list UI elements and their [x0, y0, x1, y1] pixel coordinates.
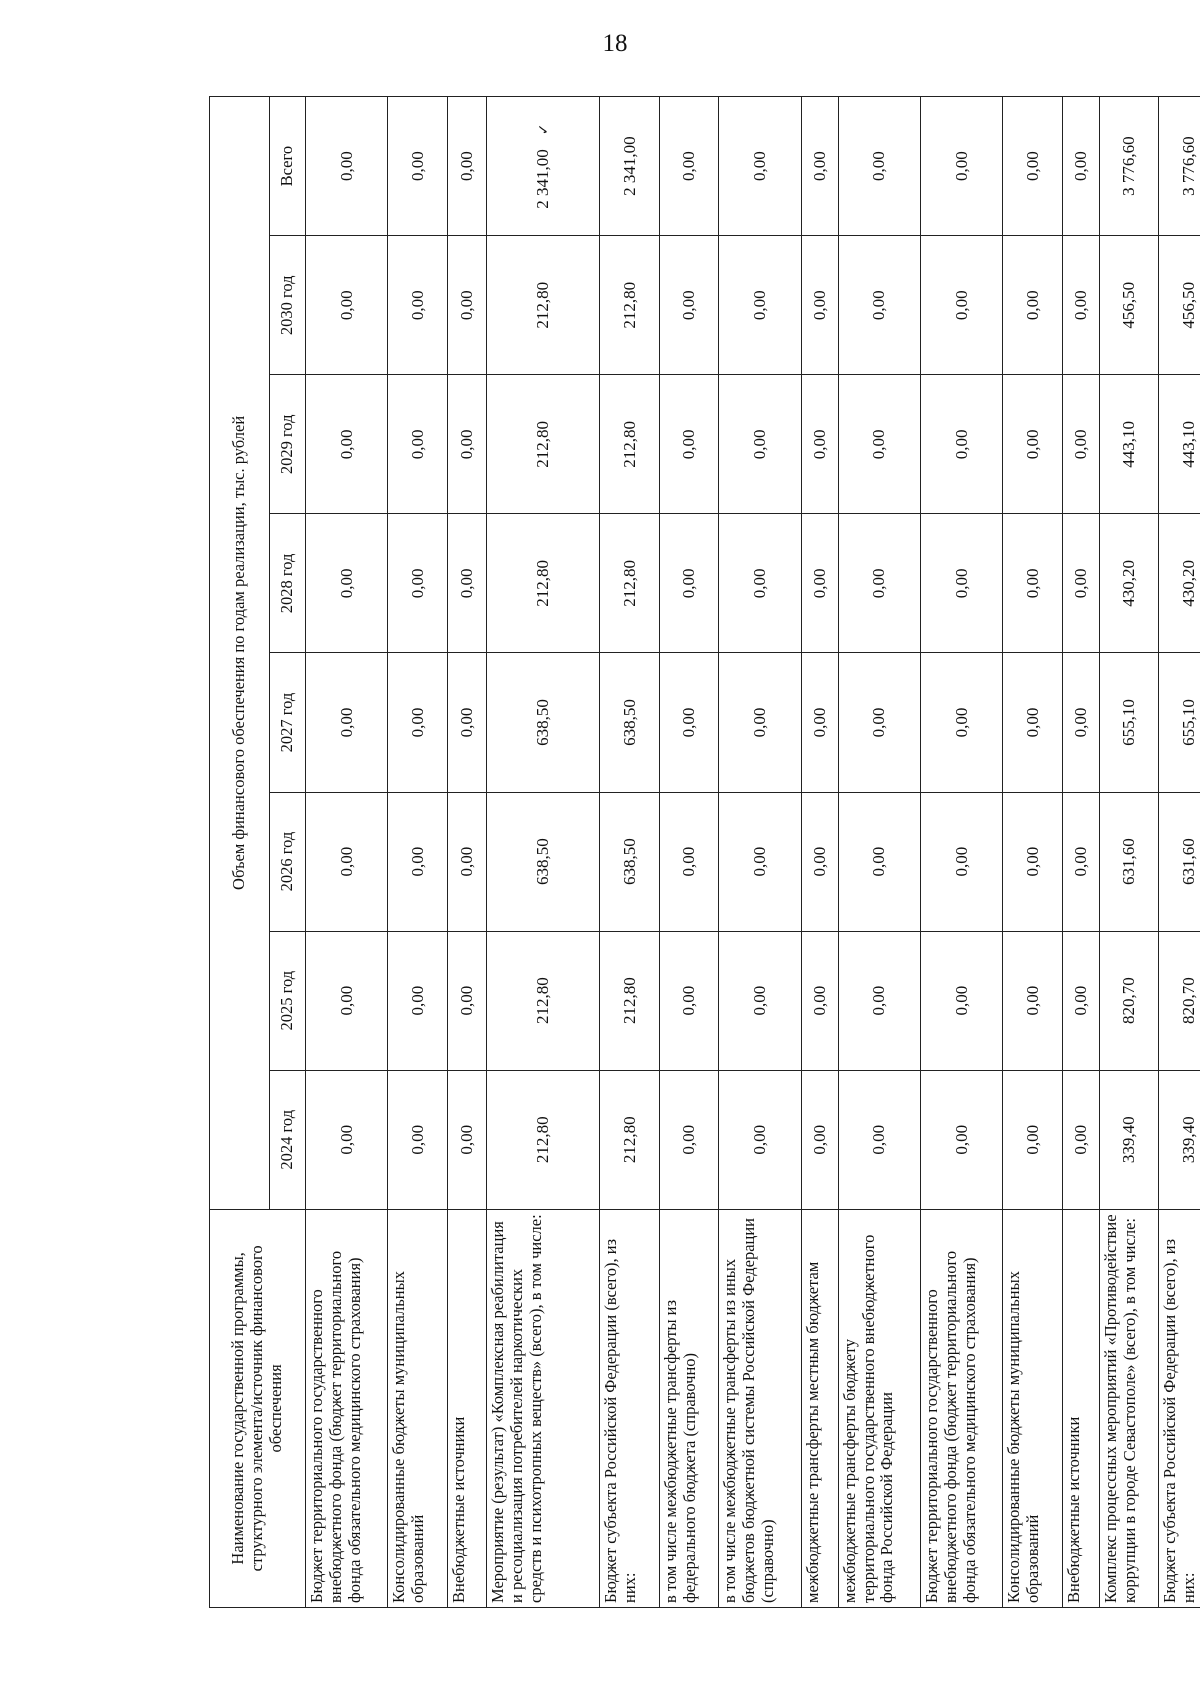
value-text: 0,00 [869, 151, 889, 181]
value-cell [447, 97, 486, 236]
value-text: 0,00 [407, 1124, 427, 1155]
value-text: 0,00 [750, 846, 770, 877]
value-text: 212,80 [533, 1116, 553, 1164]
value-cell [1099, 375, 1159, 514]
value-text: 655,10 [1178, 699, 1198, 746]
value-text: 0,00 [336, 290, 356, 321]
value-text: 456,50 [1119, 281, 1139, 329]
table-row [306, 97, 388, 1608]
value-text: 0,00 [951, 707, 971, 738]
value-text: 0,00 [750, 429, 770, 460]
value-cell [719, 97, 801, 236]
value-cell [447, 1070, 486, 1209]
value-cell [600, 931, 660, 1070]
row-name-cell: Бюджет территориального государственного внебюджетного фонда (бюджет территориального фонда обязательного медицинского страхования) [920, 1209, 1002, 1607]
value-text: 0,00 [407, 568, 427, 599]
value-text: 0,00 [679, 151, 699, 181]
value-text: 820,70 [1178, 977, 1198, 1025]
value-cell [1003, 236, 1063, 375]
value-cell [486, 931, 599, 1070]
value-text: 212,80 [619, 560, 639, 607]
value-text: 0,00 [951, 568, 971, 599]
table-row [838, 97, 920, 1608]
value-text: 0,00 [869, 846, 889, 877]
value-cell [838, 653, 920, 792]
value-cell [1159, 653, 1200, 792]
value-cell [719, 236, 801, 375]
value-text: 0,00 [457, 985, 477, 1016]
value-text: 0,00 [750, 568, 770, 599]
value-cell [447, 931, 486, 1070]
value-cell [1062, 514, 1099, 653]
value-cell [1099, 792, 1159, 931]
value-cell [1159, 792, 1200, 931]
value-cell [801, 97, 838, 236]
value-cell [1003, 792, 1063, 931]
value-text: 0,00 [750, 707, 770, 738]
value-cell [920, 931, 1002, 1070]
value-cell [838, 931, 920, 1070]
value-cell [306, 514, 388, 653]
value-text: 0,00 [1070, 429, 1090, 460]
value-text: 3 776,60 [1178, 136, 1198, 196]
value-text: 0,00 [407, 151, 427, 181]
row-name-cell: в том числе межбюджетные трансферты из федерального бюджета (справочно) [659, 1209, 719, 1607]
value-cell [1099, 1070, 1159, 1209]
value-text: 212,80 [619, 281, 639, 329]
value-cell [306, 1070, 388, 1209]
value-text: 0,00 [869, 568, 889, 599]
value-cell [388, 514, 448, 653]
value-text: 2 341,00 [532, 149, 552, 209]
value-cell [801, 792, 838, 931]
value-cell [447, 236, 486, 375]
value-cell [388, 375, 448, 514]
value-text: 0,00 [336, 429, 356, 460]
value-cell [1159, 97, 1200, 236]
value-text: 339,40 [1178, 1116, 1198, 1164]
value-text: 0,00 [336, 846, 356, 877]
value-cell [838, 514, 920, 653]
value-cell [1062, 931, 1099, 1070]
value-text: 0,00 [1070, 1124, 1090, 1155]
value-text: 0,00 [750, 151, 770, 181]
value-text: 0,00 [750, 985, 770, 1016]
value-cell [920, 236, 1002, 375]
value-text: 212,80 [619, 1116, 639, 1164]
value-cell [838, 792, 920, 931]
value-text: 456,50 [1178, 281, 1198, 329]
value-cell [920, 1070, 1002, 1209]
value-text: 0,00 [809, 151, 829, 181]
value-cell [920, 97, 1002, 236]
value-text: 638,50 [619, 699, 639, 746]
value-text: 0,00 [679, 568, 699, 599]
value-cell [659, 97, 719, 236]
value-cell [600, 97, 660, 236]
value-cell [920, 514, 1002, 653]
value-cell [659, 931, 719, 1070]
value-cell [600, 1070, 660, 1209]
value-cell [1003, 375, 1063, 514]
value-text: 212,80 [533, 281, 553, 329]
value-text: 0,00 [869, 429, 889, 460]
value-text: 0,00 [809, 568, 829, 599]
header-total: Всего [270, 97, 306, 236]
table-row [920, 97, 1002, 1608]
value-text: 0,00 [679, 1124, 699, 1155]
table-body [306, 97, 1200, 1608]
value-cell [600, 375, 660, 514]
value-text: 0,00 [457, 846, 477, 877]
value-cell [1159, 514, 1200, 653]
value-text: 0,00 [951, 151, 971, 181]
value-text: 0,00 [809, 290, 829, 321]
value-cell [1003, 931, 1063, 1070]
rotated-table-container [209, 96, 1200, 1608]
value-text: 0,00 [407, 985, 427, 1016]
value-text: 0,00 [951, 290, 971, 321]
value-cell [1062, 375, 1099, 514]
row-name-cell: Бюджет субъекта Российской Федерации (всего), из них: [600, 1209, 660, 1607]
row-name-cell: Консолидированные бюджеты муниципальных образований [1003, 1209, 1063, 1607]
header-year-2030: 2030 год [270, 236, 306, 375]
value-cell [1159, 931, 1200, 1070]
value-cell [306, 236, 388, 375]
value-cell [1062, 653, 1099, 792]
value-text: 0,00 [809, 985, 829, 1016]
value-text: 0,00 [1070, 290, 1090, 321]
value-text: 0,00 [809, 846, 829, 877]
value-text: 0,00 [457, 568, 477, 599]
header-name-column: Наименование государственной программы, структурного элемента/источник финансового обеспечения [210, 1209, 306, 1607]
value-cell [600, 653, 660, 792]
value-cell [306, 375, 388, 514]
value-cell [659, 236, 719, 375]
value-cell [486, 236, 599, 375]
value-cell [838, 236, 920, 375]
value-cell [447, 792, 486, 931]
value-cell [1159, 1070, 1200, 1209]
value-cell [486, 514, 599, 653]
value-text: 0,00 [679, 846, 699, 877]
value-cell [801, 514, 838, 653]
value-text: 0,00 [1022, 568, 1042, 599]
value-text: 212,80 [533, 560, 553, 607]
table-row [447, 97, 486, 1608]
value-cell [306, 97, 388, 236]
value-cell [1003, 514, 1063, 653]
value-text: 0,00 [407, 707, 427, 738]
table-row [1099, 97, 1159, 1608]
value-text: 0,00 [1022, 151, 1042, 181]
value-cell [306, 792, 388, 931]
value-cell [388, 97, 448, 236]
value-cell [388, 792, 448, 931]
value-text: 0,00 [679, 707, 699, 738]
value-cell [1099, 653, 1159, 792]
value-text: 0,00 [1022, 290, 1042, 321]
value-cell [447, 514, 486, 653]
value-text: 212,80 [533, 420, 553, 468]
value-text: 0,00 [1070, 707, 1090, 738]
value-cell [659, 792, 719, 931]
value-text: 0,00 [336, 568, 356, 599]
header-year-2028: 2028 год [270, 514, 306, 653]
header-year-2024: 2024 год [270, 1070, 306, 1209]
value-text: 0,00 [1022, 707, 1042, 738]
value-text: 0,00 [1022, 1124, 1042, 1155]
value-cell [486, 375, 599, 514]
value-cell [801, 375, 838, 514]
value-text: 0,00 [336, 707, 356, 738]
value-text: 430,20 [1119, 560, 1139, 607]
row-name-cell: Мероприятие (результат) «Комплексная реабилитация и ресоциализация потребителей наркотических средств и психотропных веществ» (всего), в том числе: [486, 1209, 599, 1607]
row-name-cell: межбюджетные трансферты местным бюджетам [801, 1209, 838, 1607]
value-text: 0,00 [951, 429, 971, 460]
value-text: 0,00 [1070, 151, 1090, 181]
table-row [600, 97, 660, 1608]
value-cell [1099, 97, 1159, 236]
value-cell [388, 236, 448, 375]
value-cell [1062, 1070, 1099, 1209]
value-cell [801, 236, 838, 375]
value-text: 0,00 [750, 290, 770, 321]
value-text: 0,00 [951, 985, 971, 1016]
value-cell [659, 653, 719, 792]
value-cell [801, 653, 838, 792]
value-text: 655,10 [1119, 699, 1139, 746]
value-text: 0,00 [1022, 846, 1042, 877]
value-text: 2 341,00 [619, 136, 639, 196]
value-text: 0,00 [1022, 985, 1042, 1016]
value-text: 0,00 [336, 985, 356, 1016]
row-name-cell: Внебюджетные источники [1062, 1209, 1099, 1607]
value-cell [1003, 97, 1063, 236]
value-cell [1062, 97, 1099, 236]
value-cell [486, 1070, 599, 1209]
value-cell [600, 236, 660, 375]
value-cell [1099, 236, 1159, 375]
value-text: 212,80 [533, 977, 553, 1025]
value-text: 0,00 [457, 290, 477, 321]
value-text: 0,00 [1070, 985, 1090, 1016]
value-text: 0,00 [679, 985, 699, 1016]
value-cell [801, 931, 838, 1070]
value-cell [719, 792, 801, 931]
value-cell [920, 653, 1002, 792]
row-name-cell: Комплекс процессных мероприятий «Противодействие коррупции в городе Севастополе» (всего), в том числе: [1099, 1209, 1159, 1607]
value-text: 0,00 [1070, 568, 1090, 599]
value-cell [719, 375, 801, 514]
table-row [1062, 97, 1099, 1608]
value-cell [920, 792, 1002, 931]
header-year-2026: 2026 год [270, 792, 306, 931]
value-cell [486, 97, 599, 236]
value-text: 0,00 [869, 290, 889, 321]
value-text: 443,10 [1119, 420, 1139, 468]
value-cell [1099, 514, 1159, 653]
value-cell [719, 931, 801, 1070]
value-cell [388, 653, 448, 792]
value-cell [447, 653, 486, 792]
value-text: 212,80 [619, 420, 639, 468]
value-cell [801, 1070, 838, 1209]
row-name-cell: Внебюджетные источники [447, 1209, 486, 1607]
table-row [719, 97, 801, 1608]
value-cell [306, 653, 388, 792]
value-text: 0,00 [457, 707, 477, 738]
value-cell [719, 514, 801, 653]
header-financing-group: Объем финансового обеспечения по годам реализации, тыс. рублей [210, 97, 270, 1210]
value-text: 0,00 [809, 429, 829, 460]
value-cell [447, 375, 486, 514]
value-text: 0,00 [407, 290, 427, 321]
value-text: 0,00 [457, 1124, 477, 1155]
value-text: 631,60 [1119, 838, 1139, 885]
row-name-cell: Бюджет территориального государственного внебюджетного фонда (бюджет территориального фонда обязательного медицинского страхования) [306, 1209, 388, 1607]
value-cell [600, 792, 660, 931]
check-mark-icon: ✓ [536, 123, 552, 136]
value-text: 638,50 [619, 838, 639, 885]
value-text: 0,00 [951, 1124, 971, 1155]
value-cell [306, 931, 388, 1070]
value-text: 0,00 [1022, 429, 1042, 460]
table-row [1003, 97, 1063, 1608]
page-number: 18 [602, 30, 628, 57]
row-name-cell: межбюджетные трансферты бюджету территориального государственного внебюджетного фонда Российской Федерации [838, 1209, 920, 1607]
value-cell [1062, 792, 1099, 931]
value-cell [1099, 931, 1159, 1070]
value-text: 631,60 [1178, 838, 1198, 885]
value-cell [659, 514, 719, 653]
header-year-2027: 2027 год [270, 653, 306, 792]
financing-table [209, 96, 1200, 1608]
value-text: 212,80 [619, 977, 639, 1025]
table-row [1159, 97, 1200, 1608]
value-cell [1003, 1070, 1063, 1209]
value-text: 339,40 [1119, 1116, 1139, 1164]
row-name-cell: в том числе межбюджетные трансферты из иных бюджетов бюджетной системы Российской Федерации (справочно) [719, 1209, 801, 1607]
value-text: 0,00 [336, 151, 356, 181]
value-text: 0,00 [457, 429, 477, 460]
value-text: 0,00 [679, 290, 699, 321]
value-text: 0,00 [809, 1124, 829, 1155]
table-row [388, 97, 448, 1608]
value-cell [388, 931, 448, 1070]
value-text: 820,70 [1119, 977, 1139, 1025]
value-text: 443,10 [1178, 420, 1198, 468]
value-cell [600, 514, 660, 653]
value-cell [838, 375, 920, 514]
header-year-2025: 2025 год [270, 931, 306, 1070]
value-text: 430,20 [1178, 560, 1198, 607]
value-cell [659, 375, 719, 514]
value-text: 638,50 [533, 838, 553, 885]
value-text: 3 776,60 [1119, 136, 1139, 196]
table-row [659, 97, 719, 1608]
value-text: 0,00 [869, 707, 889, 738]
value-text: 0,00 [407, 429, 427, 460]
value-cell [838, 1070, 920, 1209]
value-cell [1159, 236, 1200, 375]
value-cell [486, 792, 599, 931]
value-cell [1159, 375, 1200, 514]
value-cell [1003, 653, 1063, 792]
value-text: 0,00 [869, 985, 889, 1016]
value-cell [388, 1070, 448, 1209]
value-text: 638,50 [533, 699, 553, 746]
value-cell [838, 97, 920, 236]
value-text: 0,00 [1070, 846, 1090, 877]
value-cell [486, 653, 599, 792]
value-text: 0,00 [457, 151, 477, 181]
table-row [486, 97, 599, 1608]
value-cell [1062, 236, 1099, 375]
header-year-2029: 2029 год [270, 375, 306, 514]
value-cell [920, 375, 1002, 514]
value-text: 0,00 [679, 429, 699, 460]
table-row [801, 97, 838, 1608]
value-text: 0,00 [750, 1124, 770, 1155]
row-name-cell: Консолидированные бюджеты муниципальных образований [388, 1209, 448, 1607]
value-text: 0,00 [869, 1124, 889, 1155]
value-text: 0,00 [951, 846, 971, 877]
row-name-cell: Бюджет субъекта Российской Федерации (всего), из них: [1159, 1209, 1200, 1607]
value-text: 0,00 [336, 1124, 356, 1155]
value-cell [659, 1070, 719, 1209]
value-text: 0,00 [407, 846, 427, 877]
value-cell [719, 1070, 801, 1209]
value-text: 0,00 [809, 707, 829, 738]
value-cell [719, 653, 801, 792]
